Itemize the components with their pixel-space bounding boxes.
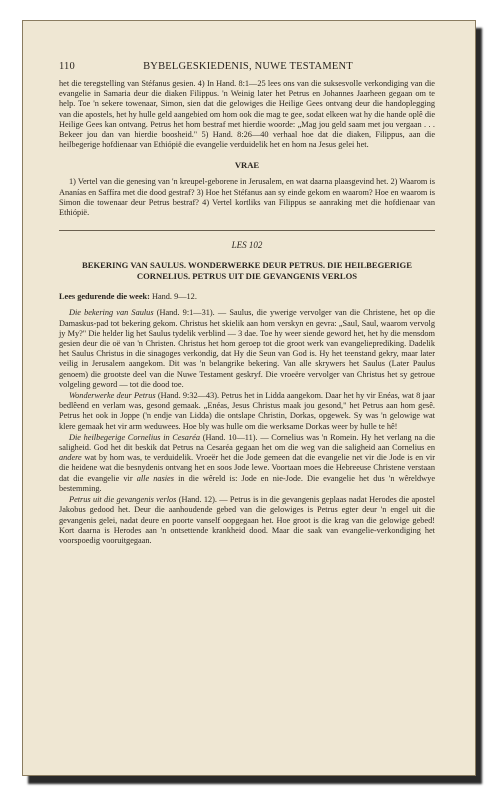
section-text: Petrus het in Lidda aangekom. Daar het hy vir Enéas, wat 8 jaar bedlêend en verlam was, gesond gemaak. „Enéas, Jesus Christus maak jou gesond," het Petrus aan hom gesê. Petrus het ook in Joppe ('n endje van Lidda) die ontslape Christin, Dorkas, opgewek. Sy was 'n gelowige wat klere gemaak het vir arm weduwees. Hoe bly was hulle om die werksame Dorkas weer by hulle te hê! <box>59 391 435 431</box>
section-text-cont: wat by hom was, te verduidelik. Vroeër het die Jode gemeen dat die evangelie net vir die Jode is en vir die heidene wat die besnydenis ontvang het en soos Jode lewe. Voortaan moes die Hebreeuse Christene verstaan dat die evangelie vir <box>59 453 435 483</box>
intro-paragraph: het die teregstelling van Stéfanus gesien. 4) In Hand. 8:1—25 lees ons van die suksesvolle verkondiging van die evangelie in Samaria deur die diaken Filippus. 'n Weinig later het Petrus en Johannes Jaarheen gegaan om te help. Toe 'n sekere towenaar, Simon, sien dat die gelowiges die Heilige Gees ontvang deur die handoplegging van die apostels, het hy hulle geld aangebied om hom ook die mag te gee, sodat elkeen wat hy die hande oplê die Heilige Gees kan ontvang. Petrus het hom bestraf met hierdie woorde: „Mag jou geld saam met jou vergaan . . . Bekeer jou dan van hierdie boosheid." 5) Hand. 8:26—40 verhaal hoe dat die diaken, Filippus, aan die heilbegerige hofdienaar van Ethiópië die evangelie verduidelik het en hom na Jesus gelei het. <box>59 79 435 150</box>
section-petrus-wonders <box>59 391 435 432</box>
lesson-label: LES 102 <box>231 240 263 251</box>
section-text: — Petrus is in die gevangenis geplaas nadat Herodes die apostel Jakobus gedood het. Deur die aanhoudende gebed van die gelowiges is Petrus egter deur 'n engel uit die gevangenis gelei, nadat deure en poorte vanself oopgegaan het. Hoe groot is die krag van die gelowige gebed! Kort daarna is Herodes aan 'n ontsettende krankheid dood. Maar die saak van evangelie-verkondiging het voorspoedig vooruitgegaan. <box>59 495 435 545</box>
section-divider <box>59 230 435 231</box>
questions-text: 1) Vertel van die genesing van 'n kreupel-geborene in Jerusalem, en wat daarna plaasgevind het. 2) Waarom is Ananías en Saffíra met die dood gestraf? 3) Hoe het Stéfanus aan sy einde gekom en waarom? Hoe en waarom is Simon die towenaar deur Petrus bestraf? 4) Vertel kortliks van Filippus se aanraking met die hofdienaar van Ethiópië. <box>59 177 435 218</box>
emphasis-phrase: alle nasies <box>136 473 174 483</box>
running-title: BYBELGESKIEDENIS, NUWE TESTAMENT <box>143 61 353 72</box>
reading-line <box>59 292 435 302</box>
running-header <box>59 61 435 72</box>
section-heading: Wonderwerke deur Petrus <box>69 391 156 401</box>
section-heading: Die heilbegerige Cornelius in Cesaréa <box>69 432 201 442</box>
emphasis-word: andere <box>59 453 82 463</box>
section-heading: Die bekering van Saulus <box>69 308 154 318</box>
page-number: 110 <box>59 61 75 72</box>
section-ref: (Hand. 10—11). <box>202 432 258 442</box>
section-cornelius <box>59 433 435 494</box>
section-saulus <box>59 308 435 390</box>
section-ref: (Hand. 12). <box>178 495 217 505</box>
page-content <box>59 61 435 547</box>
reading-ref: Hand. 9—12. <box>151 292 197 302</box>
section-heading: Petrus uit die gevangenis verlos <box>69 495 177 505</box>
section-ref: (Hand. 9:32—43). <box>157 391 220 401</box>
section-petrus-verlos <box>59 495 435 546</box>
book-page <box>22 20 476 776</box>
reading-label: Lees gedurende die week: <box>59 292 150 302</box>
section-ref: (Hand. 9:1—31). <box>156 308 215 318</box>
questions-heading: VRAE <box>234 160 260 171</box>
section-text: — Cornelius was 'n Romein. Hy het verlang na die saligheid. God het dit beskik dat Petrus na Cesaréa gegaan het om die weg van die saligheid aan Cornelius en <box>59 432 436 453</box>
lesson-title: BEKERING VAN SAULUS. WONDERWERKE DEUR PETRUS. DIE HEILBEGERIGE CORNELIUS. PETRUS UIT DIE GEVANGENIS VERLOS <box>82 260 412 282</box>
section-text: — Saulus, die ywerige vervolger van die Christene, het op die Damaskus-pad tot bekering gekom. Christus het skielik aan hom verskyn en gevra: „Saul, Saul, waarom vervolg jy My?" Die helder lig het Saulus tydelik verblind — 3 dae. Toe hy weer siende geword het, het hy die mensdom gesien deur die oë van 'n Christen. Christus het hom geroep tot die groot werk van evangelieprediking. Dadelik het Saulus Christus in die sinagoges verkondig, dat Hy die Seun van God is. Hy het teenstand gekry, maar later veilig in Jerusalem aangekom. Dit was 'n belangrike bekering. Van alle skrywers het Saulus (Later Paulus genoem) die grootste deel van die Nuwe Testament geskryf. Die vroeëre vervolger van Christus het sy getroue volgeling geword — tot die dood toe. <box>59 308 436 389</box>
section-text-cont-2: in die wêreld is: Jode en nie-Jode. Die evangelie het dus 'n wêreldwye bestemming. <box>59 473 435 493</box>
